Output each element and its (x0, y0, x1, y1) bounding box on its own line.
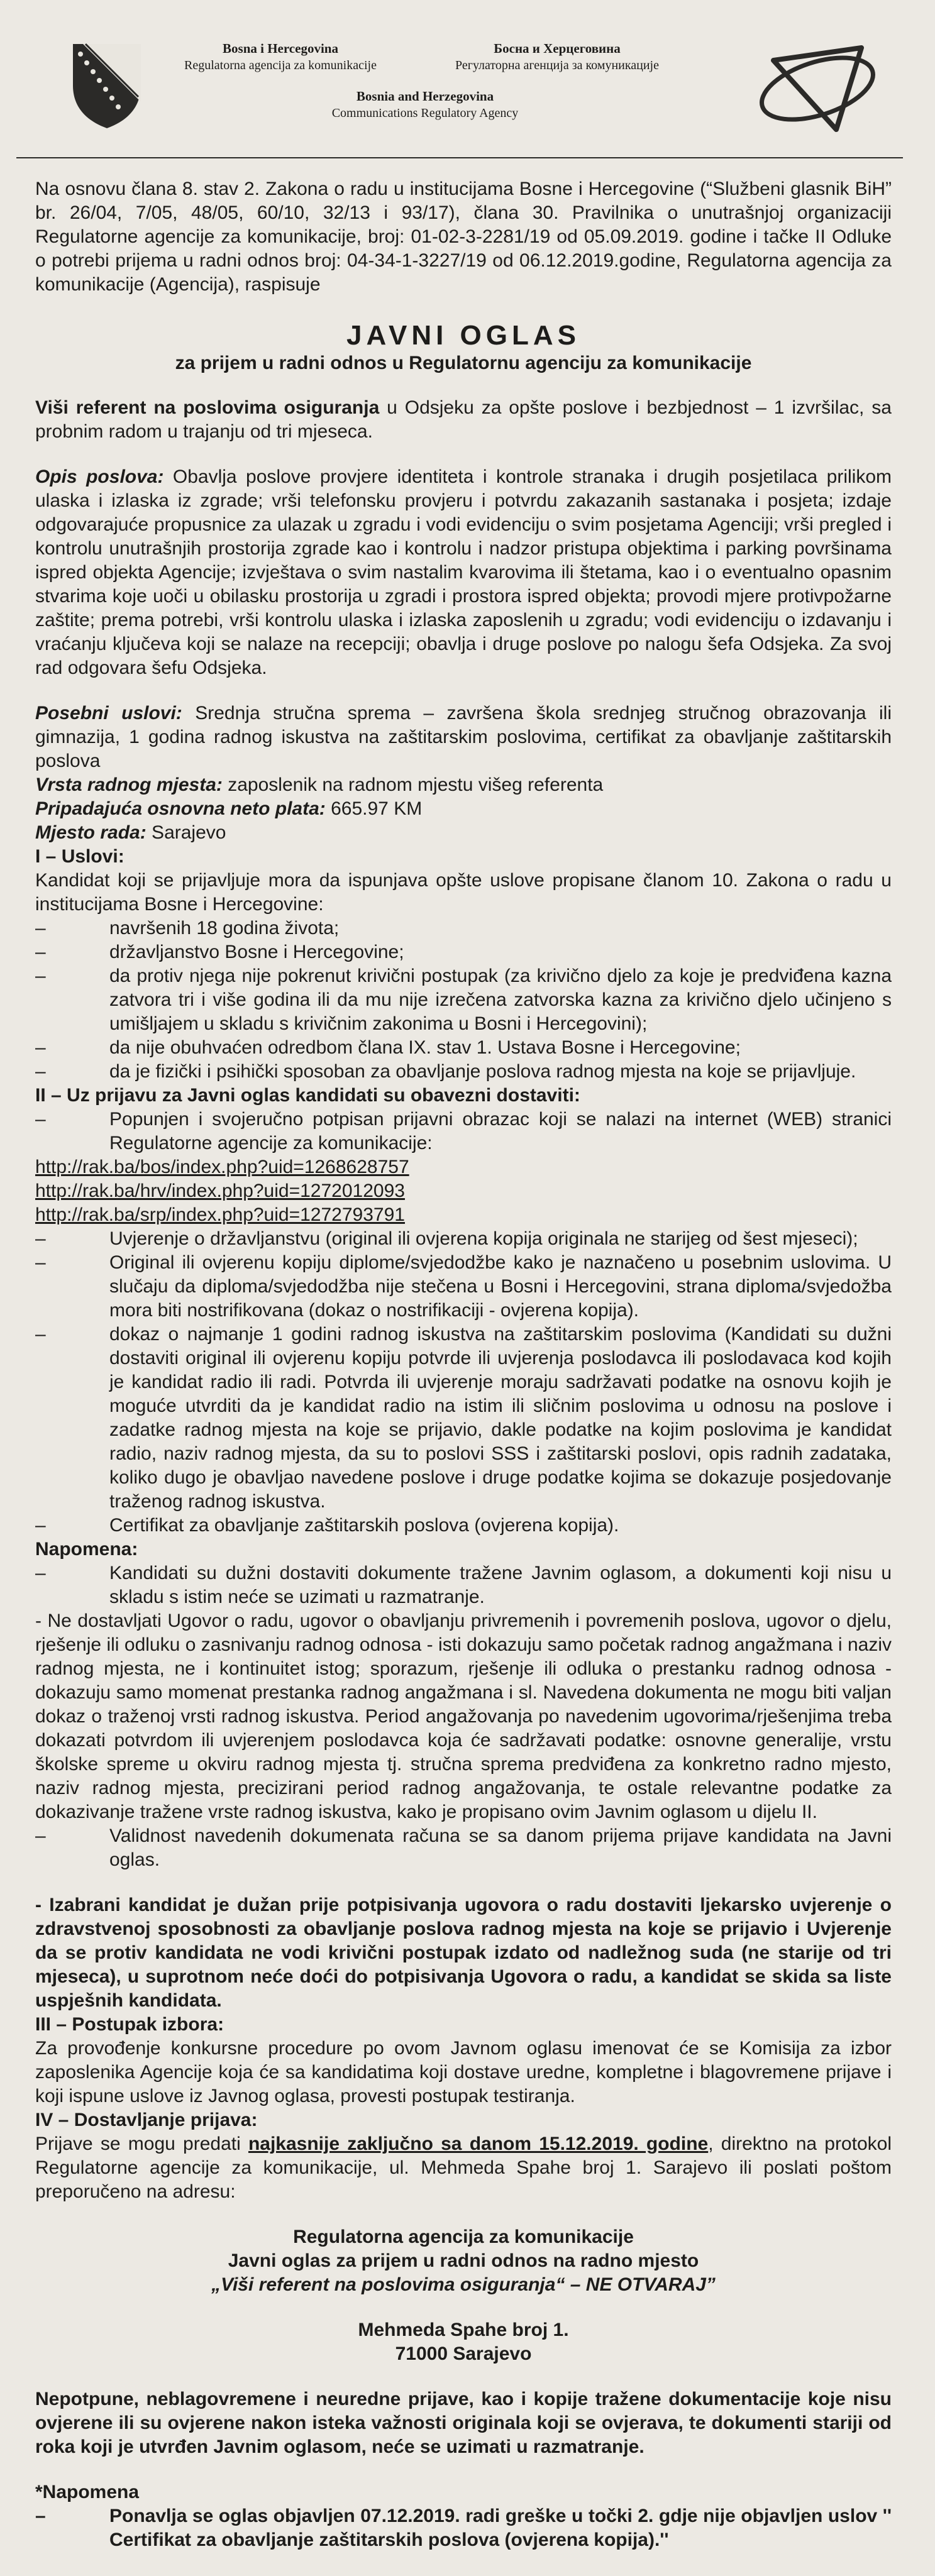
ad-title: JAVNI OGLAS (346, 320, 580, 351)
conditions-intro: Kandidat koji se prijavljuje mora da ispunjava opšte uslove propisane članom 10. Zakona o radu u institucijama Bosne i Hercegovine: (35, 870, 892, 915)
location-line (35, 821, 892, 845)
mailing-address (35, 2225, 892, 2366)
delivery-paragraph (35, 2132, 892, 2204)
documents-heading: II – Uz prijavu za Javni oglas kandidati su obavezni dostaviti: (35, 1085, 580, 1106)
footnote-heading: *Napomena (35, 2482, 140, 2502)
delivery-text-b: , direktno na protokol Regulatorne agencije za komunikacije, ul. Mehmeda Spahe broj 1. Sarajevo ili poslati poštom preporučeno na adresu: (35, 2133, 892, 2202)
notes-paragraph: - Ne dostavljati Ugovor o radu, ugovor o obavljanju privremenih i povremenih poslova, ugovor o djelu, rješenje ili odluku o zasnivanju radnog odnosa - isti dokazuju samo početak radnog angažmana i naziv radnog mjesta, ne i kontinuitet istog; sporazum, rješenje ili odluka o prestanku radnog odnosa - dokazuju samo momenat prestanka radnog angažmana i sl. Navedena dokumenta ne mogu biti valjan dokaz o traženoj vrsti radnog iskustva. Period angažovanja po navedenim ugovorima/rješenjima treba dokazati potvrdom ili uvjerenjem poslodavca koja će sadržavati podatke: osnovne generalije, vrstu školske spreme u okviru radnog mjesta tj. stručna sprema predviđena za konkretno radno mjesto, naziv radnog mjesta, precizirani period radnog angažovanja, te ostale relevantne podatke za dokazivanje tražene vrste radnog iskustva, kako je propisano ovim Javnim oglasom u dijelu II. (35, 1610, 892, 1822)
special-conditions-paragraph (35, 702, 892, 773)
header-center (255, 88, 595, 121)
form-link-srp[interactable]: http://rak.ba/srp/index.php?uid=1272793791 (35, 1204, 405, 1225)
delivery-deadline: najkasnije zaključno sa danom 15.12.2019. godine (248, 2133, 709, 2154)
conditions-heading: I – Uslovi: (35, 846, 124, 867)
list-item: – Original ili ovjerenu kopiju diplome/svjedodžbe kako je naznačeno u posebnim uslovima. U slučaju da diploma/svjedodžba nije stečena u Bosni i Hercegovini, strana diploma/svjedožba mora biti nostrifikovana (dokaz o nostrifikaciji - ovjerena kopija). (35, 1251, 892, 1323)
address-line (35, 2273, 892, 2297)
location-value: Sarajevo (146, 822, 226, 843)
header-agency-cyrillic: Регулаторна агенција за комуникације (455, 58, 659, 72)
header-agency-english: Communications Regulatory Agency (331, 106, 519, 120)
newspaper-ad (16, 0, 903, 2576)
coat-of-arms-icon (69, 41, 145, 129)
selection-heading: III – Postupak izbora: (35, 2014, 224, 2035)
salary-line (35, 797, 892, 821)
header-agency-latin: Regulatorna agencija za komunikacije (184, 58, 377, 72)
address-line: Regulatorna agencija za komunikacije (293, 2226, 634, 2247)
selected-candidate-paragraph: - Izabrani kandidat je dužan prije potpisivanja ugovora o radu dostaviti ljekarsko uvjerenje o zdravstvenoj sposobnosti za obavljanje poslova radnog mjesta na koje se prijavio i Uvjerenje da se protiv kandidata ne vodi krivični postupak izdato od nadležnog suda (ne starije od tri mjeseca), u suprotnom neće doći do potpisivanja Ugovora o radu, a kandidat se skida sa liste uspješnih kandidata. (35, 1895, 892, 2011)
documents-list (35, 1108, 892, 1155)
list-item: – navršenih 18 godina života; (35, 916, 892, 940)
header-country-latin: Bosna i Hercegovina (223, 41, 338, 56)
work-type-line (35, 773, 892, 797)
duties-text: Obavlja poslove provjere identiteta i kontrole stranaka i drugih posjetilaca prilikom ulaska i izlaska iz zgrade; vrši telefonsku provjeru i potvrdu zakazanih sastanaka i posjeta; izdaje odgovarajuće propusnice za ulazak u zgradu i vodi evidenciju o svim posjetama Agenciji; vrši pregled i kontrolu unutrašnjih prostorija zgrade kao i kontrolu i nadzor pristupa objektima i parking površinama ispred objekta Agencije; izvještava o svim nastalim kvarovima ili štetama, kao i o eventualno opasnim stvarima koje uoči u obilasku prostorija u zgradi i prostora ispred objekta; provodi mjere protivpožarne zaštite; prema potrebi, vrši kontrolu ulaska i izlaska zaposlenih u zgradu; vodi evidenciju o izdavanju i vraćanju ključeva koji se nalaze na recepciji; obavlja i druge poslove po nalogu šefa Odsjeka. Za svoj rad odgovara šefu Odsjeka. (35, 466, 892, 678)
address-line: 71000 Sarajevo (395, 2343, 532, 2364)
footnote-list (35, 2504, 892, 2552)
form-link-hrv[interactable]: http://rak.ba/hrv/index.php?uid=1272012093 (35, 1181, 405, 1201)
address-line: Javni oglas za prijem u radni odnos na radno mjesto (228, 2250, 699, 2271)
work-type-label: Vrsta radnog mjesta: (35, 774, 223, 795)
delivery-heading: IV – Dostavljanje prijava: (35, 2110, 258, 2130)
list-item: – Popunjen i svojeručno potpisan prijavni obrazac koji se nalazi na internet (WEB) stranici Regulatorne agencije za komunikacije: (35, 1108, 892, 1155)
delivery-text-a: Prijave se mogu predati (35, 2133, 248, 2154)
special-label: Posebni uslovi: (35, 703, 182, 724)
list-item: – državljanstvo Bosne i Hercegovine; (35, 940, 892, 964)
list-item: – da protiv njega nije pokrenut krivični postupak (za krivično djelo za koje je predviđena kazna zatvora tri i više godina ili da mu nije izrečena zatvorska kazna za krivično djelo učinjeno s umišljajem u skladu s krivičnim zakonima u Bosni i Hercegovini); (35, 964, 892, 1036)
position-name: Viši referent na poslovima osiguranja (35, 397, 380, 418)
address-line: Mehmeda Spahe broj 1. (358, 2320, 569, 2340)
selection-text: Za provođenje konkursne procedure po ovom Javnom oglasu imenovat će se Komisija za izbor zaposlenika Agencije koja će sa kandidatima koji dostave uredne, kompletne i blagovremene prijave i koji ispune uslove iz Javnog oglasa, provesti postupak testiranja. (35, 2038, 892, 2106)
rak-logo-icon (755, 35, 880, 142)
ad-subtitle: za prijem u radni odnos u Regulatornu agenciju za komunikacije (175, 353, 752, 373)
list-item: – Kandidati su dužni dostaviti dokumente tražene Javnim oglasom, a dokumenti koji nisu u skladu s istim neće se uzimati u razmatranje. (35, 1561, 892, 1609)
form-link-bos[interactable]: http://rak.ba/bos/index.php?uid=1268628757 (35, 1157, 409, 1177)
intro-paragraph: Na osnovu člana 8. stav 2. Zakona o radu u institucijama Bosne i Hercegovine (“Službeni glasnik BiH” br. 26/04, 7/05, 48/05, 60/10, 32/13 i 93/17), člana 30. Pravilnika o unutrašnjoj organizaciji Regulatorne agencije za komunikacije, broj: 01-02-3-2281/19 od 05.09.2019. godine i tačke II Odluke o potrebi prijema u radni odnos broj: 04-34-1-3227/19 od 06.12.2019.godine, Regulatorna agencija za komunikacije (Agencija), raspisuje (35, 179, 892, 295)
list-item: – dokaz o najmanje 1 godini radnog iskustva na zaštitarskim poslovima (Kandidati su dužni dostaviti original ili ovjerenu kopiju potvrde ili uvjerenja poslodavca ili poslodavaca kod kojih je kandidat radio ili radi. Potvrda ili uvjerenje moraju sadržavati podatke na osnovu kojih je moguće utvrditi da je kandidat radio na istim ili sličnim poslovima u odnosu na poslove i zadatke radnog mjesta na koje se prijavio, dakle podatke na kojim poslovima je kandidat radio, naziv radnog mjesta, da su to poslovi SSS i zaštitarski poslovi, opis radnih zadataka, koliko dugo je obavljao navedene poslove i druge podatke kojima se dokazuje posjedovanje traženog radnog iskustva. (35, 1323, 892, 1514)
documents-list-continued (35, 1227, 892, 1538)
header-country-english: Bosnia and Herzegovina (356, 89, 494, 104)
duties-label: Opis poslova: (35, 466, 164, 487)
list-item: – da nije obuhvaćen odredbom člana IX. stav 1. Ustava Bosne i Hercegovine; (35, 1036, 892, 1060)
notes-heading: Napomena: (35, 1539, 138, 1560)
special-text: Srednja stručna sprema – završena škola srednjeg stručnog obrazovanja ili gimnazija, 1 godina radnog iskustva na zaštitarskim poslovima, certifikat za obavljanje zaštitarskih poslova (35, 703, 892, 771)
letterhead (16, 0, 903, 158)
list-item: – da je fizički i psihički sposoban za obavljanje poslova radnog mjesta na koje se prijavljuje. (35, 1060, 892, 1084)
header-left (148, 40, 412, 74)
location-label: Mjesto rada: (35, 822, 147, 843)
salary-label: Pripadajuća osnovna neto plata: (35, 798, 326, 819)
header-right (425, 40, 689, 74)
ad-content (35, 177, 892, 2552)
notes-list-continued (35, 1824, 892, 1872)
list-item: – Validnost navedenih dokumenata računa se sa danom prijema prijave kandidata na Javni oglas. (35, 1824, 892, 1872)
position-paragraph (35, 396, 892, 444)
conditions-list (35, 916, 892, 1084)
work-type-value: zaposlenik na radnom mjestu višeg referenta (222, 774, 604, 795)
notes-list (35, 1561, 892, 1609)
header-country-cyrillic: Босна и Херцеговина (494, 41, 621, 56)
list-item: – Uvjerenje o državljanstvu (original ili ovjerena kopija originala ne starijeg od šest mjeseci); (35, 1227, 892, 1251)
list-item: – Ponavlja se oglas objavljen 07.12.2019. radi greške u točki 2. gdje nije objavljen uslov '' Certifikat za obavljanje zaštitarskih poslova (ovjerena kopija).'' (35, 2504, 892, 2552)
position-rest: u Odsjeku za opšte poslove i bezbjednost – 1 izvršilac, sa probnim radom u trajanju od tri mjeseca. (35, 397, 892, 442)
list-item: – Certifikat za obavljanje zaštitarskih poslova (ovjerena kopija). (35, 1514, 892, 1538)
address-position: „Viši referent na poslovima osiguranja“ – NE OTVARAJ” (211, 2274, 716, 2295)
salary-value: 665.97 KM (325, 798, 423, 819)
incomplete-applications-paragraph: Nepotpune, neblagovremene i neuredne prijave, kao i kopije tražene dokumentacije koje nisu ovjerene ili su ovjerene nakon isteka važnosti originala koji se ovjerava, te dokumenti stariji od roka koji je utvrđen Javnim oglasom, neće se uzimati u razmatranje. (35, 2389, 892, 2457)
duties-paragraph (35, 465, 892, 680)
